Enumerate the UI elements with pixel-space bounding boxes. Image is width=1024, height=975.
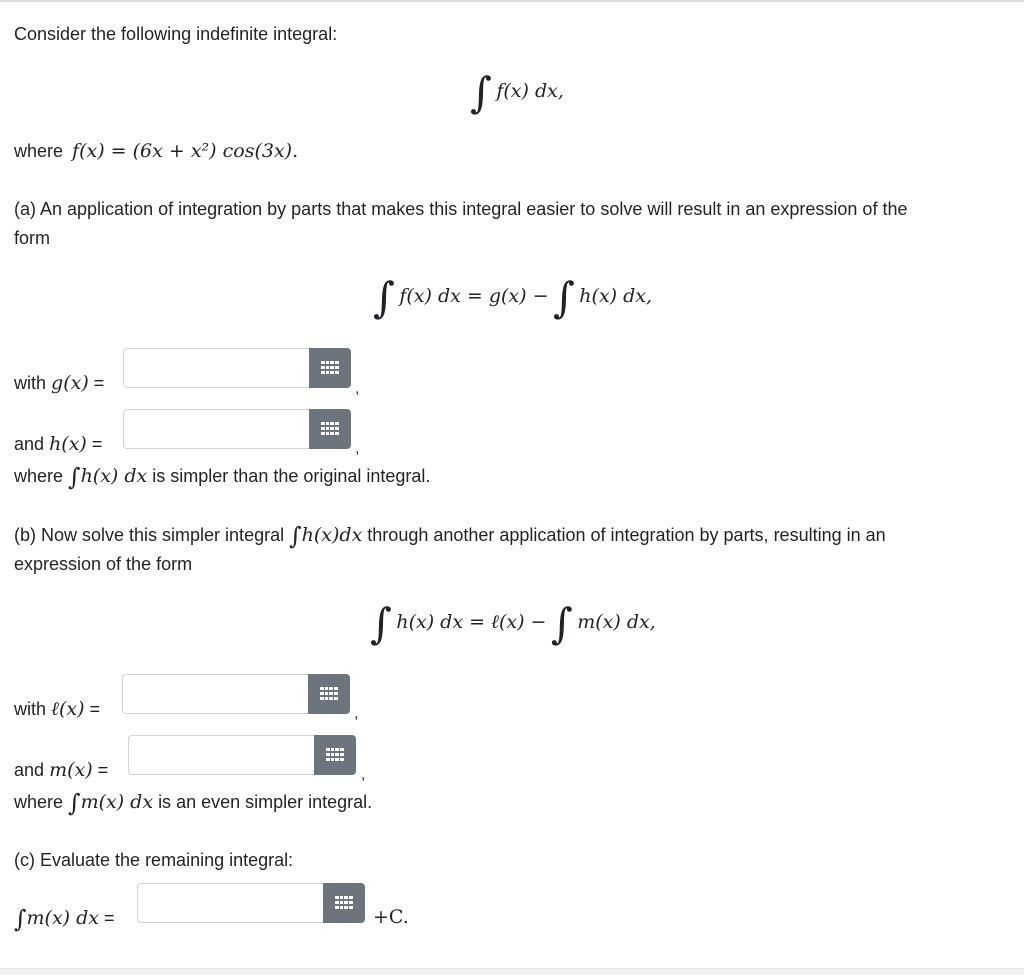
part-b-where-line: where ∫m(x) dx is an even simpler integral. [14,789,373,817]
integral-sign-icon: ∫ [470,68,492,117]
l-math-keypad-button[interactable] [308,674,350,714]
integral-sign-icon: ∫ [550,599,573,648]
g-label: with g(x) = [14,372,105,394]
grid-icon [326,748,344,762]
f-definition-line: where f(x) = (6x + x²) cos(3x). [14,140,299,162]
bottom-border [0,968,1024,975]
integral-sign-icon: ∫ [289,522,302,550]
part-a-where-line: where ∫h(x) dx is simpler than the original integral. [14,463,431,491]
integral-sign-icon: ∫ [14,905,27,933]
h-label: and h(x) = [14,433,103,455]
g-comma: , [355,380,360,397]
h-math-keypad-button[interactable] [309,409,351,449]
top-border [0,0,1024,2]
part-a-formula: ∫ f(x) dx = g(x) − ∫ h(x) dx, [373,273,653,322]
g-math-keypad-button[interactable] [309,348,351,388]
g-input[interactable] [123,348,309,388]
final-label: ∫m(x) dx = [14,905,115,933]
intro-text: Consider the following indefinite integral: [14,24,338,44]
h-comma: , [355,440,360,457]
part-c-text: (c) Evaluate the remaining integral: [14,850,294,870]
grid-icon [335,896,353,910]
integral-sign-icon: ∫ [373,273,395,322]
l-comma: , [354,705,359,722]
m-comma: , [361,766,366,783]
integral-sign-icon: ∫ [68,789,81,817]
part-b-text-line2: expression of the form [14,554,193,574]
m-label: and m(x) = [14,759,109,781]
integral-sign-icon: ∫ [68,463,81,491]
grid-icon [321,422,339,436]
grid-icon [321,361,339,375]
integral-sign-icon: ∫ [370,599,392,648]
l-input[interactable] [122,674,308,714]
final-input[interactable] [137,883,323,923]
m-input[interactable] [128,735,314,775]
grid-icon [320,687,338,701]
part-a-text-line2: form [14,228,50,248]
part-a-text-line1: (a) An application of integration by parts that makes this integral easier to solve will result in an expression of the [14,199,908,219]
m-math-keypad-button[interactable] [314,735,356,775]
main-integral: ∫ f(x) dx, [470,68,564,117]
final-math-keypad-button[interactable] [323,883,365,923]
l-label: with ℓ(x) = [14,698,101,720]
part-b-text-line1: (b) Now solve this simpler integral ∫h(x)dx through another application of integration by parts, resulting in an [14,522,886,550]
integral-sign-icon: ∫ [552,273,575,322]
plus-c: +C. [373,906,409,928]
h-input[interactable] [123,409,309,449]
part-b-formula: ∫ h(x) dx = ℓ(x) − ∫ m(x) dx, [370,599,656,648]
